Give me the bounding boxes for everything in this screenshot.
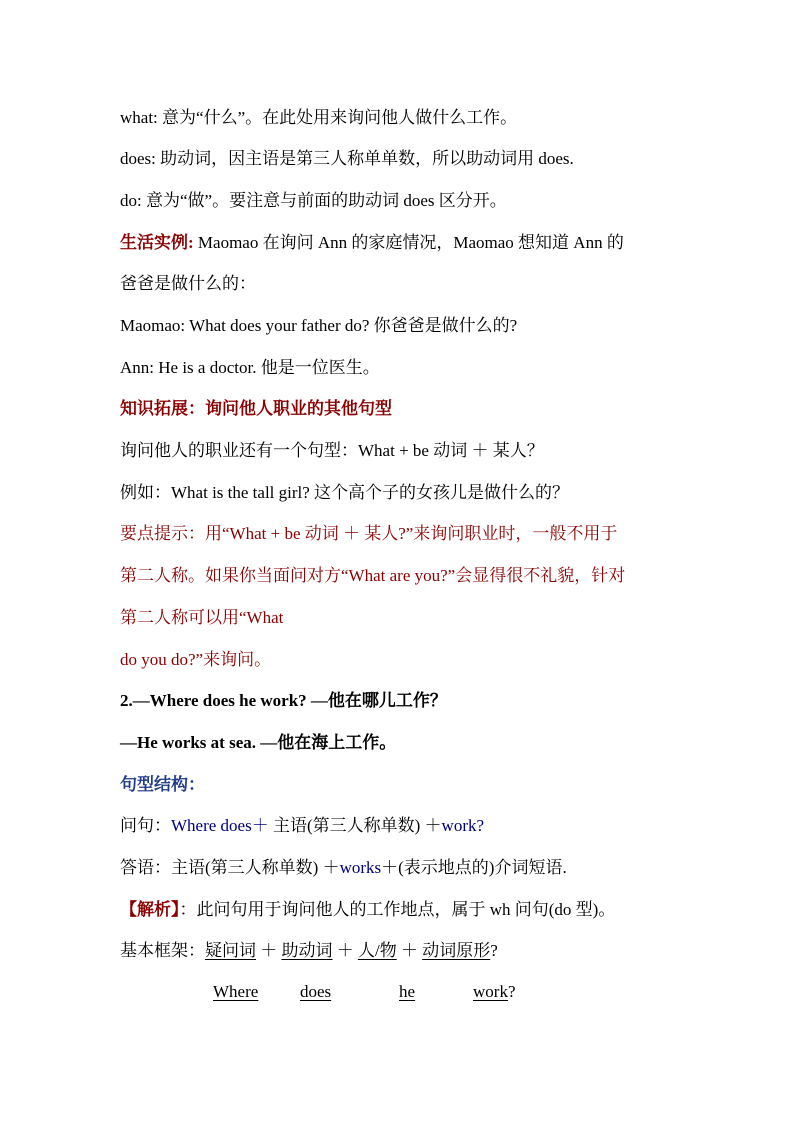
- base-verb: 动词原形: [422, 941, 491, 960]
- line-key-point-cont2: 第二人称可以用“What: [120, 608, 284, 627]
- frame-he: he: [399, 982, 416, 1001]
- line-what: what: 意为“什么”。在此处用来询问他人做什么工作。: [120, 108, 518, 127]
- plus-1: ＋: [256, 941, 282, 960]
- work-q: work?: [441, 816, 485, 835]
- line-question-structure: [120, 814, 484, 838]
- answer-heading-2: —He works at sea. —他在海上工作。: [120, 733, 397, 752]
- key-point-text: 要点提示：用“What + be 动词 ＋ 某人?”来询问职业时，一般不用于: [120, 524, 618, 543]
- where-does: Where does＋: [171, 816, 269, 835]
- frame-where: Where: [213, 982, 259, 1001]
- answer-rest: ＋(表示地点的)介词短语.: [381, 858, 567, 877]
- line-key-point-cont3: do you do?”来询问。: [120, 650, 272, 669]
- aux-verb: 助动词: [281, 941, 333, 960]
- line-do: do: 意为“做”。要注意与前面的助动词 does 区分开。: [120, 191, 507, 210]
- line-example: [120, 231, 624, 255]
- line-key-point: [120, 522, 617, 546]
- plus-3: ＋: [396, 941, 423, 960]
- section-title-knowledge: 知识拓展：询问他人职业的其他句型: [120, 399, 392, 418]
- works: works: [339, 858, 382, 877]
- plus-2: ＋: [332, 941, 358, 960]
- person-thing: 人/物: [358, 941, 397, 960]
- frame-work: [473, 980, 516, 1004]
- analysis-text: ：此问句用于询问他人的工作地点，属于 wh 问句(do 型)。: [179, 900, 616, 919]
- line-key-point-cont: 第二人称。如果你当面问对方“What are you?”会显得很不礼貌，针对: [120, 566, 626, 585]
- answer-label: 答语：主语(第三人称单数) ＋: [120, 858, 340, 877]
- line-framework: [120, 939, 498, 963]
- wh-word: 疑问词: [205, 941, 256, 960]
- line-does: does: 助动词，因主语是第三人称单单数，所以助动词用 does.: [120, 149, 574, 168]
- question-label: 问句：: [120, 816, 171, 835]
- line-example-tall-girl: 例如：What is the tall girl? 这个高个子的女孩儿是做什么的？: [120, 483, 570, 502]
- frame-does: does: [300, 982, 332, 1001]
- section-title-structure: 句型结构：: [120, 775, 205, 794]
- line-answer-structure: [120, 856, 567, 880]
- subject: 主语(第三人称单数) ＋: [268, 816, 442, 835]
- question-mark: ?: [490, 941, 498, 960]
- example-text: Maomao 在询问 Ann 的家庭情况，Maomao 想知道 Ann 的: [193, 233, 624, 252]
- line-dialog-ann: Ann: He is a doctor. 他是一位医生。: [120, 358, 380, 377]
- frame-work-word: work: [473, 982, 508, 1001]
- analysis-label: 【解析】: [120, 900, 180, 919]
- line-dialog-maomao: Maomao: What does your father do? 你爸爸是做什么的?: [120, 316, 518, 335]
- line-analysis: [120, 898, 615, 922]
- line-pattern: 询问他人的职业还有一个句型：What + be 动词 ＋ 某人？: [120, 441, 544, 460]
- framework-label: 基本框架：: [120, 941, 205, 960]
- label-colon: :: [188, 233, 194, 252]
- question-heading-2: 2.—Where does he work? —他在哪儿工作？: [120, 691, 447, 710]
- section-label-life-example: 生活实例: [120, 233, 188, 252]
- line-example-cont: 爸爸是做什么的：: [120, 274, 256, 293]
- frame-qmark: ?: [507, 982, 516, 1001]
